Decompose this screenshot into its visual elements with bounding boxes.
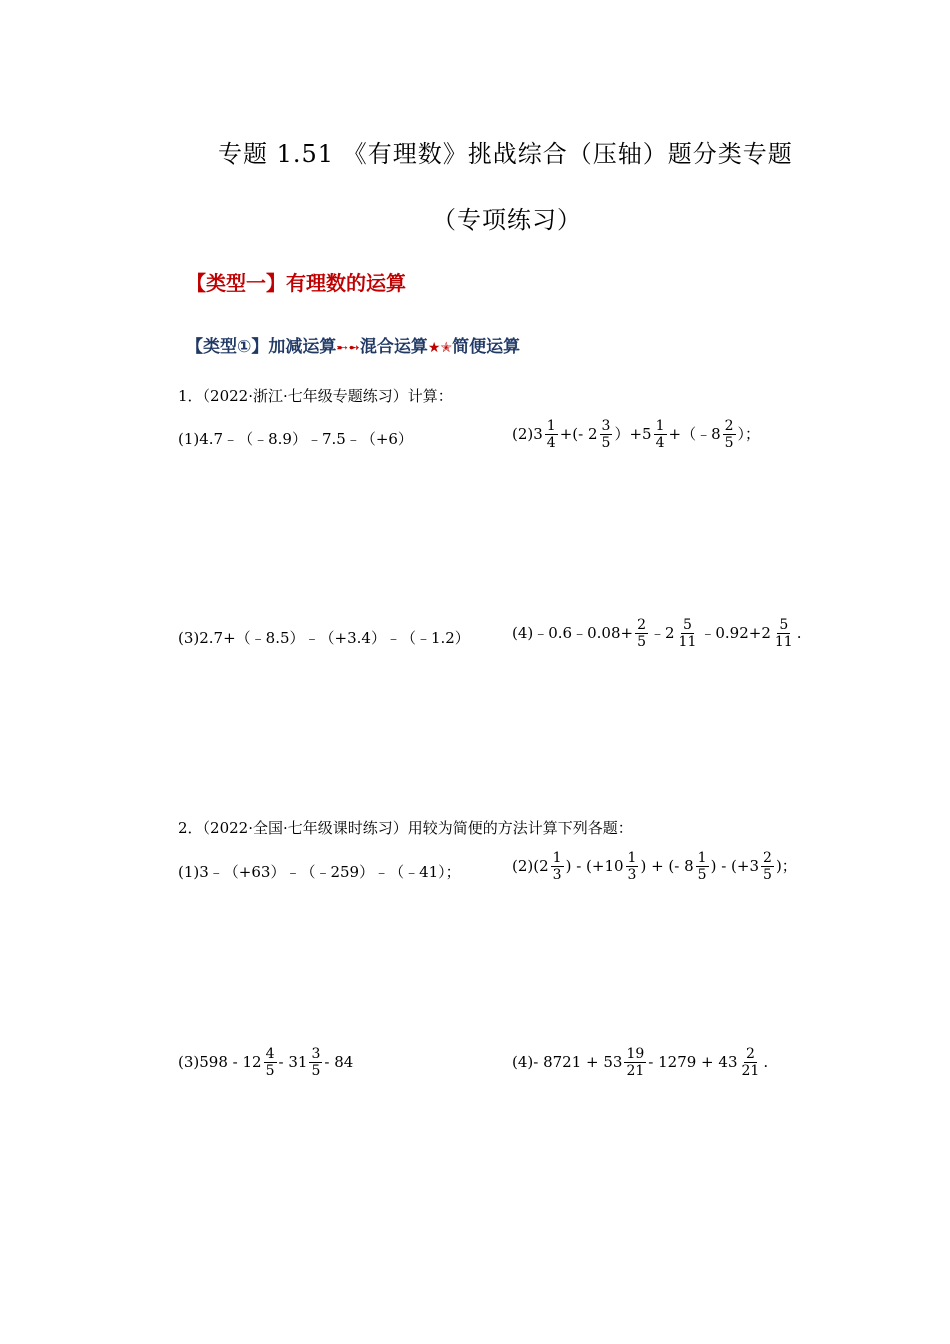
fraction: $\frac{1}{4}$ [546,418,556,452]
fraction: $\frac{3}{5}$ [311,1046,321,1080]
q1-part2: (2) 3 $\frac{1}{4}$ +(- 2 $\frac{3}{5}$ ）+5 $\frac{1}{4}$ +（﹣8 $\frac{2}{5}$ ）； [512,418,761,452]
question-2-stem: 2．（2022·全国·七年级课时练习）用较为简便的方法计算下列各题： [178,819,633,837]
q1-part3: (3)2.7+（﹣8.5）﹣（+3.4）﹣（﹣1.2） [178,629,470,647]
fraction: $\frac{3}{5}$ [601,418,611,452]
fraction: $\frac{1}{5}$ [697,850,707,884]
q1-part4: (4)﹣0.6﹣0.08+ $\frac{2}{5}$ ﹣2 $\frac{5}{11}$ ﹣0.92+2 $\frac{5}{11}$ . [512,617,802,651]
subsection-heading [186,332,520,357]
question-1-stem: 1．（2022·浙江·七年级专题练习）计算： [178,387,453,405]
q2-part1: (1)3﹣（+63）﹣（﹣259）﹣（﹣41）； [178,863,461,881]
section-heading: 【类型一】有理数的运算 [186,271,406,295]
fraction: $\frac{1}{4}$ [655,418,665,452]
fraction: $\frac{1}{3}$ [627,850,637,884]
subsection-part2: 混合运算 [359,337,428,357]
fraction: $\frac{5}{11}$ [678,617,697,651]
q2-part4: (4) - 8721 + 53 $\frac{19}{21}$ - 1279 + 43 $\frac{2}{21}$ . [512,1046,769,1080]
star-icon: ★✭ [427,340,453,356]
q2-part3: (3) 598 - 12 $\frac{4}{5}$ - 31 $\frac{3}{5}$ - 84 [178,1046,354,1080]
page-title: 专题 1.51 《有理数》挑战综合（压轴）题分类专题 [218,140,793,168]
fraction: $\frac{2}{5}$ [763,850,772,884]
subsection-part3: 简便运算 [452,337,521,357]
fraction: $\frac{2}{21}$ [741,1046,760,1080]
q2-part2: (2) (2 $\frac{1}{3}$ ) - (+10 $\frac{1}{3}$ ) + (- 8 $\frac{1}{5}$ ) - (+3 $\frac{2}{5}$ ) ； [512,850,797,884]
fraction: $\frac{2}{5}$ [724,418,734,452]
page-subtitle: （专项练习） [432,206,582,234]
arrow-icon: ➸➻ [336,340,360,356]
fraction: $\frac{1}{3}$ [552,850,562,884]
subsection-part1: 【类型①】加减运算 [186,337,337,357]
fraction: $\frac{19}{21}$ [626,1046,645,1080]
fraction: $\frac{4}{5}$ [265,1046,275,1080]
q1-part1: (1)4.7﹣（﹣8.9）﹣7.5﹣（+6） [178,430,413,448]
fraction: $\frac{5}{11}$ [774,617,793,651]
fraction: $\frac{2}{5}$ [637,617,646,651]
